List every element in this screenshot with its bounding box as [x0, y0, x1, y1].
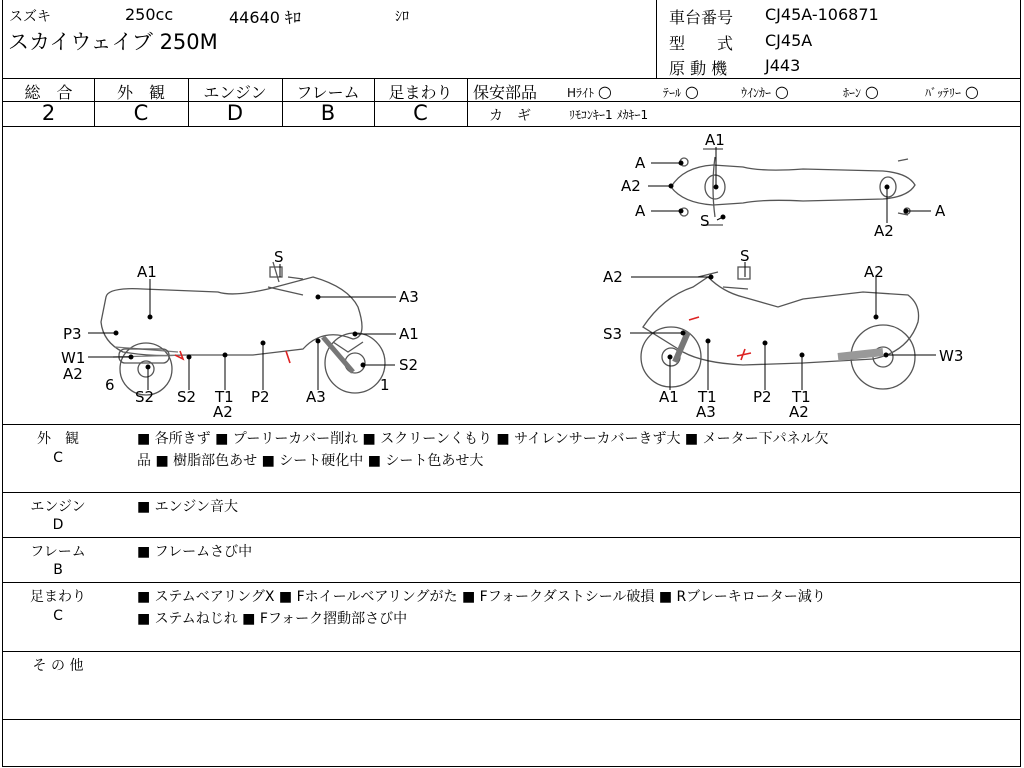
section-exterior-line2: 品 ■ 樹脂部色あせ ■ シート硬化中 ■ シート色あせ大 — [137, 453, 484, 469]
header-divider — [656, 0, 657, 78]
safety-horn: ﾎｰﾝ ○ — [843, 82, 879, 101]
label-left-p2: P2 — [251, 388, 270, 406]
label-top-a: A — [935, 202, 946, 220]
label-left-a1: A1 — [399, 325, 419, 343]
label-left-a2: A2 — [63, 365, 83, 383]
maker: スズキ — [9, 9, 51, 25]
section-suspension-label: 足まわり — [30, 589, 86, 605]
label-right-a2: A2 — [603, 268, 623, 286]
type-label: 型 式 — [669, 34, 734, 53]
label-left-a1: A1 — [137, 263, 157, 281]
grade-value-exterior: C — [133, 101, 149, 125]
section-suspension-grade: C — [53, 608, 63, 624]
keys-value: ﾘﾓｺﾝｷｰ1 ﾒｶｷｰ1 — [569, 108, 649, 122]
label-top-a1: A1 — [705, 131, 725, 149]
section-frame-grade: B — [53, 562, 63, 578]
diagram-labels — [61, 131, 963, 421]
engine-value: J443 — [765, 56, 801, 75]
section-suspension-line2: ■ ステムねじれ ■ Fフォーク摺動部さび中 — [137, 611, 408, 627]
rule — [3, 651, 1021, 652]
label-left-1: 1 — [380, 376, 390, 394]
section-exterior-label: 外 観 — [37, 431, 79, 447]
label-right-a3: A3 — [696, 403, 716, 421]
label-top-s: S — [700, 212, 710, 230]
rule — [3, 424, 1021, 425]
rule — [3, 78, 1021, 79]
grade-label-overall: 総 合 — [24, 83, 73, 102]
section-engine-grade: D — [52, 517, 64, 533]
label-right-t1: T1 — [792, 388, 811, 406]
grade-value-engine: D — [226, 101, 244, 125]
label-right-p2: P2 — [753, 388, 772, 406]
label-left-s: S — [274, 248, 284, 266]
mileage: 44640 ｷﾛ — [229, 8, 301, 27]
scooter-right-view — [641, 267, 919, 389]
grade-label-exterior: 外 観 — [116, 83, 165, 102]
grade-label-suspension: 足まわり — [388, 83, 453, 102]
model-name: スカイウェイブ 250M — [8, 30, 218, 54]
rule — [3, 719, 1021, 720]
check-mark-icon: ○ — [774, 82, 789, 101]
label-top-a: A — [635, 154, 646, 172]
label-right-a2: A2 — [864, 263, 884, 281]
scooter-left-view — [101, 262, 385, 395]
displacement: 250cc — [125, 5, 174, 24]
rule — [3, 537, 1021, 538]
engine-label: 原 動 機 — [669, 59, 728, 78]
label-left-a2: A2 — [213, 403, 233, 421]
label-left-s2: S2 — [135, 388, 155, 406]
label-right-s: S — [740, 247, 750, 265]
label-right-a2: A2 — [789, 403, 809, 421]
safety-label: 保安部品 — [473, 83, 538, 102]
label-top-a2: A2 — [874, 222, 894, 240]
label-top-a: A — [635, 202, 646, 220]
rule — [467, 78, 468, 126]
keys-label: カ ギ — [489, 108, 531, 124]
label-left-s2: S2 — [399, 356, 419, 374]
section-other-label: そ の 他 — [32, 658, 84, 674]
label-right-w3: W3 — [939, 347, 964, 365]
rule — [3, 582, 1021, 583]
label-top-a2: A2 — [621, 177, 641, 195]
check-mark-icon: ○ — [684, 82, 699, 101]
grade-value-frame: B — [320, 101, 336, 125]
label-right-s3: S3 — [603, 325, 623, 343]
section-engine-line1: ■ エンジン音大 — [137, 499, 238, 515]
safety-winker: ｳｲﾝｶｰ ○ — [741, 82, 789, 101]
section-frame-line1: ■ フレームさび中 — [137, 544, 253, 560]
label-right-a1: A1 — [659, 388, 679, 406]
frame-no: CJ45A-106871 — [765, 5, 879, 24]
rule — [3, 492, 1021, 493]
label-right-t1: T1 — [698, 388, 717, 406]
check-mark-icon: ○ — [864, 82, 879, 101]
label-left-p3: P3 — [63, 325, 82, 343]
label-left-a3: A3 — [399, 288, 419, 306]
check-mark-icon: ○ — [964, 82, 979, 101]
type-value: CJ45A — [765, 31, 813, 50]
safety-battery: ﾊﾞｯﾃﾘｰ ○ — [925, 82, 979, 101]
label-left-t1: T1 — [215, 388, 234, 406]
grade-label-frame: フレーム — [296, 83, 360, 102]
color: ｼﾛ — [395, 9, 409, 25]
grade-value-suspension: C — [413, 101, 428, 125]
label-left-6: 6 — [105, 376, 115, 394]
safety-headlight: Hﾗｲﾄ ○ — [567, 82, 612, 101]
label-left-s2: S2 — [177, 388, 197, 406]
frame-no-label: 車台番号 — [669, 8, 734, 27]
label-left-a3: A3 — [306, 388, 326, 406]
safety-tail: ﾃｰﾙ ○ — [663, 82, 699, 101]
label-left-w1: W1 — [61, 349, 86, 367]
damage-diagram — [3, 127, 1021, 425]
inspection-sheet — [2, 0, 1021, 767]
grade-label-engine: エンジン — [203, 83, 267, 102]
section-suspension-line1: ■ ステムベアリングX ■ Fホイールベアリングがた ■ Fフォークダストシール破損 ■ Rブレーキローター減り — [137, 589, 826, 605]
section-exterior-line1: ■ 各所きず ■ プーリーカバー削れ ■ スクリーンくもり ■ サイレンサーカバーきず大 ■ メーター下パネル欠 — [137, 431, 829, 447]
grade-value-overall: 2 — [41, 101, 56, 125]
section-exterior-grade: C — [53, 450, 63, 466]
section-engine-label: エンジン — [30, 499, 86, 515]
check-mark-icon: ○ — [597, 82, 612, 101]
section-frame-label: フレーム — [30, 544, 86, 560]
rule — [467, 101, 1021, 102]
